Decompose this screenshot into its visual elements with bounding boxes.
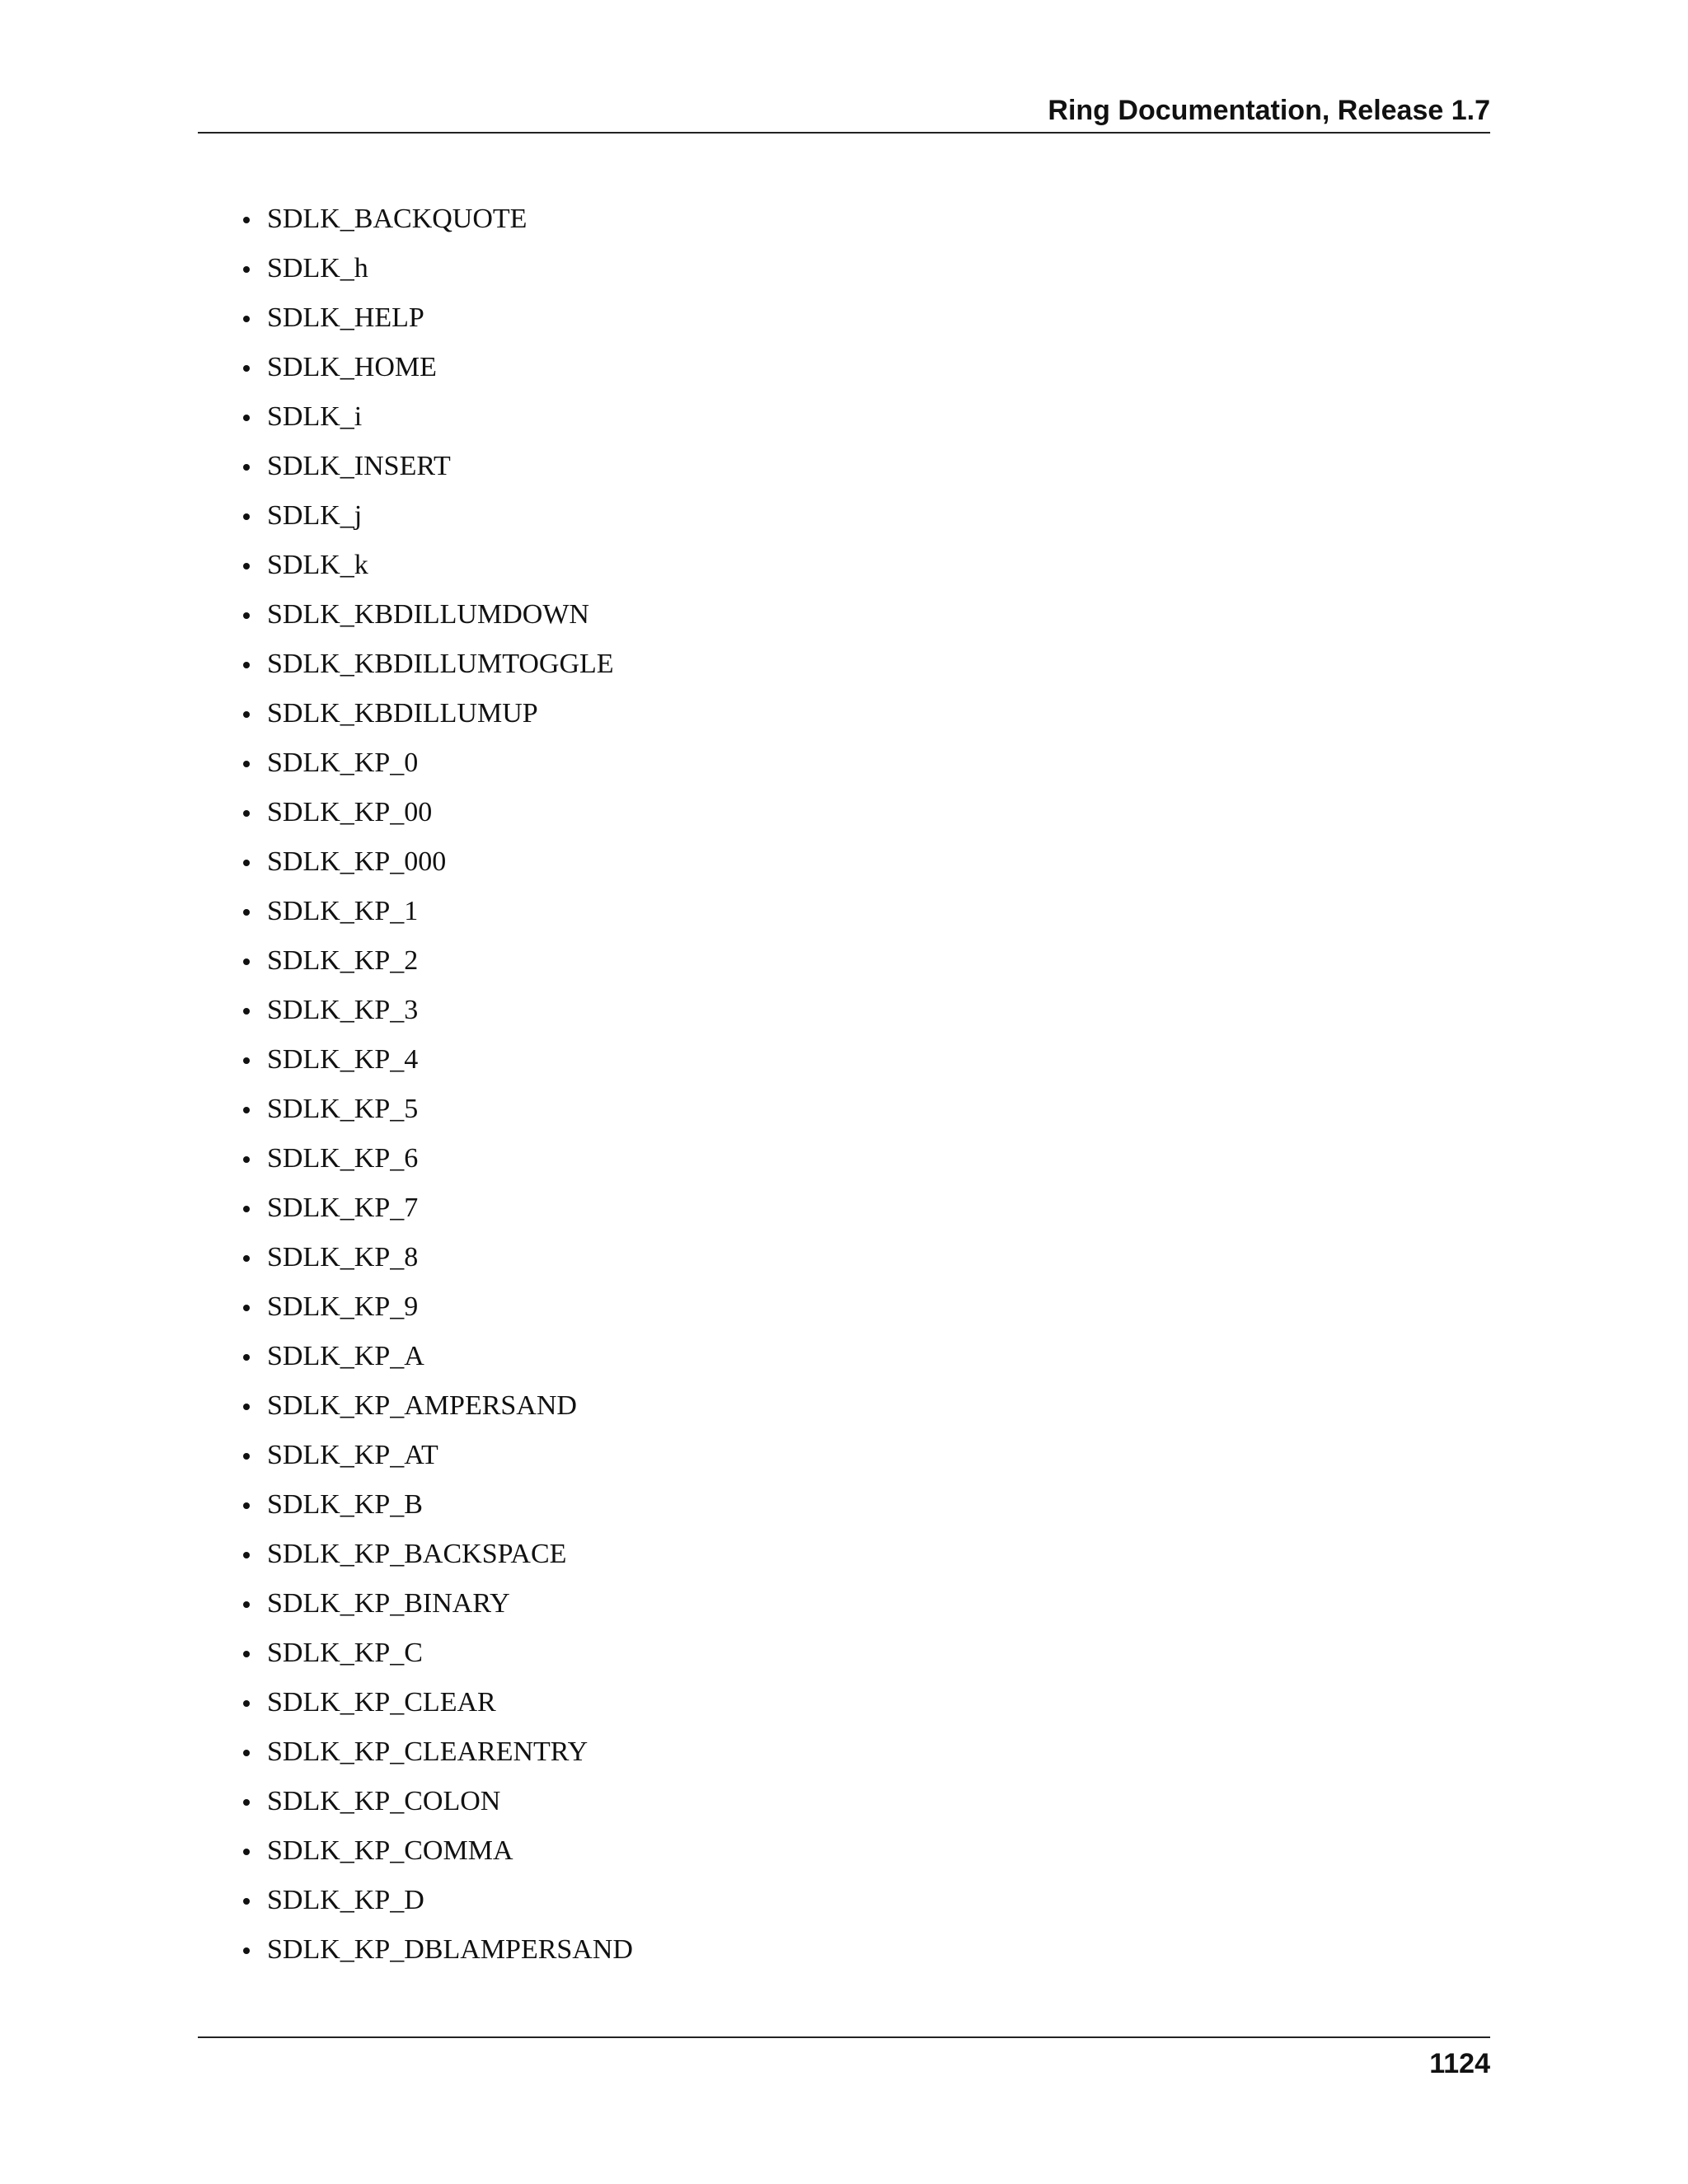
list-item (239, 1727, 633, 1777)
list-item-label: SDLK_KP_3 (267, 995, 419, 1025)
header-title: Ring Documentation, Release 1.7 (1048, 95, 1490, 126)
list-item (239, 1579, 633, 1629)
list-item-label: SDLK_KP_00 (267, 797, 433, 827)
list-item-label: SDLK_KP_C (267, 1638, 423, 1668)
list-item (239, 1183, 633, 1233)
list-item-label: SDLK_KP_7 (267, 1193, 419, 1223)
list-item-label: SDLK_h (267, 253, 368, 284)
bullet-icon (243, 1799, 250, 1806)
bullet-icon (243, 1947, 250, 1954)
list-item (239, 1777, 633, 1826)
list-item (239, 1282, 633, 1332)
bullet-icon (243, 464, 250, 471)
bullet-icon (243, 1057, 250, 1064)
bullet-icon (243, 1156, 250, 1163)
list-item-label: SDLK_KP_B (267, 1489, 423, 1520)
list-item-label: SDLK_KP_8 (267, 1242, 419, 1272)
bullet-icon (243, 860, 250, 866)
list-item (239, 541, 633, 590)
list-item (239, 1678, 633, 1727)
bullet-icon (243, 563, 250, 569)
list-item-label: SDLK_KP_CLEAR (267, 1687, 496, 1718)
bullet-icon (243, 958, 250, 965)
list-item-label: SDLK_BACKQUOTE (267, 204, 528, 234)
bullet-icon (243, 1206, 250, 1212)
list-item (239, 343, 633, 392)
list-item-label: SDLK_KP_AT (267, 1440, 438, 1470)
list-item-label: SDLK_KP_000 (267, 846, 447, 877)
list-item-label: SDLK_KP_COLON (267, 1786, 501, 1816)
page-header (198, 89, 1490, 134)
bullet-icon (243, 316, 250, 322)
list-item-label: SDLK_KP_9 (267, 1291, 419, 1322)
list-item (239, 491, 633, 541)
list-item (239, 590, 633, 640)
list-item (239, 1332, 633, 1381)
list-item-label: SDLK_HOME (267, 352, 437, 382)
list-item-label: SDLK_KP_BINARY (267, 1588, 510, 1619)
list-item (239, 986, 633, 1035)
list-item (239, 1085, 633, 1134)
bullet-icon (243, 711, 250, 718)
list-item (239, 936, 633, 986)
list-item (239, 738, 633, 788)
list-item-label: SDLK_KBDILLUMUP (267, 698, 538, 729)
list-item (239, 1876, 633, 1925)
list-item (239, 788, 633, 837)
bullet-icon (243, 1502, 250, 1509)
list-item-label: SDLK_KP_1 (267, 896, 419, 926)
list-item-label: SDLK_i (267, 401, 363, 432)
bullet-icon (243, 1898, 250, 1905)
list-item (239, 244, 633, 293)
list-item-label: SDLK_KP_D (267, 1885, 424, 1915)
page-footer (198, 2036, 1490, 2079)
bullet-icon (243, 1849, 250, 1855)
list-item (239, 1925, 633, 1975)
bullet-icon (243, 1107, 250, 1113)
bullet-icon (243, 1008, 250, 1015)
list-item (239, 1629, 633, 1678)
bullet-icon (243, 1354, 250, 1361)
list-item-label: SDLK_KP_0 (267, 748, 419, 778)
list-item-label: SDLK_KP_AMPERSAND (267, 1390, 577, 1421)
bullet-icon (243, 415, 250, 421)
list-item (239, 1480, 633, 1530)
list-item (239, 1134, 633, 1183)
page-number: 1124 (1429, 2048, 1490, 2079)
list-item (239, 837, 633, 887)
list-item (239, 1530, 633, 1579)
list-item-label: SDLK_KP_6 (267, 1143, 419, 1174)
bullet-icon (243, 217, 250, 223)
list-item-label: SDLK_j (267, 500, 363, 531)
bullet-icon (243, 266, 250, 273)
bullet-icon (243, 365, 250, 372)
list-item (239, 1381, 633, 1431)
list-item (239, 640, 633, 689)
list-item (239, 1826, 633, 1876)
list-item-label: SDLK_KP_4 (267, 1044, 419, 1075)
bullet-icon (243, 1552, 250, 1558)
list-item (239, 293, 633, 343)
bullet-icon (243, 1255, 250, 1262)
list-item-label: SDLK_INSERT (267, 451, 451, 481)
list-item (239, 1035, 633, 1085)
bullet-icon (243, 909, 250, 916)
bullet-icon (243, 1651, 250, 1657)
bullet-icon (243, 1601, 250, 1608)
bullet-icon (243, 761, 250, 767)
keycode-list (239, 194, 633, 1975)
list-item-label: SDLK_KP_COMMA (267, 1835, 513, 1866)
list-item-label: SDLK_KP_BACKSPACE (267, 1539, 567, 1569)
list-item-label: SDLK_KBDILLUMTOGGLE (267, 649, 614, 679)
list-item-label: SDLK_KP_CLEARENTRY (267, 1736, 588, 1767)
bullet-icon (243, 662, 250, 668)
bullet-icon (243, 513, 250, 520)
list-item-label: SDLK_KP_DBLAMPERSAND (267, 1934, 633, 1965)
list-item-label: SDLK_KP_A (267, 1341, 424, 1371)
bullet-icon (243, 1305, 250, 1311)
list-item (239, 392, 633, 442)
list-item (239, 1233, 633, 1282)
list-item-label: SDLK_KP_2 (267, 945, 419, 976)
list-item (239, 194, 633, 244)
list-item (239, 442, 633, 491)
list-item (239, 689, 633, 738)
list-item (239, 887, 633, 936)
list-item-label: SDLK_k (267, 550, 368, 580)
bullet-icon (243, 612, 250, 619)
bullet-icon (243, 810, 250, 817)
bullet-icon (243, 1750, 250, 1756)
list-item-label: SDLK_KP_5 (267, 1094, 419, 1124)
bullet-icon (243, 1453, 250, 1460)
list-item-label: SDLK_HELP (267, 302, 424, 333)
list-item (239, 1431, 633, 1480)
list-item-label: SDLK_KBDILLUMDOWN (267, 599, 589, 630)
bullet-icon (243, 1404, 250, 1410)
bullet-icon (243, 1700, 250, 1707)
